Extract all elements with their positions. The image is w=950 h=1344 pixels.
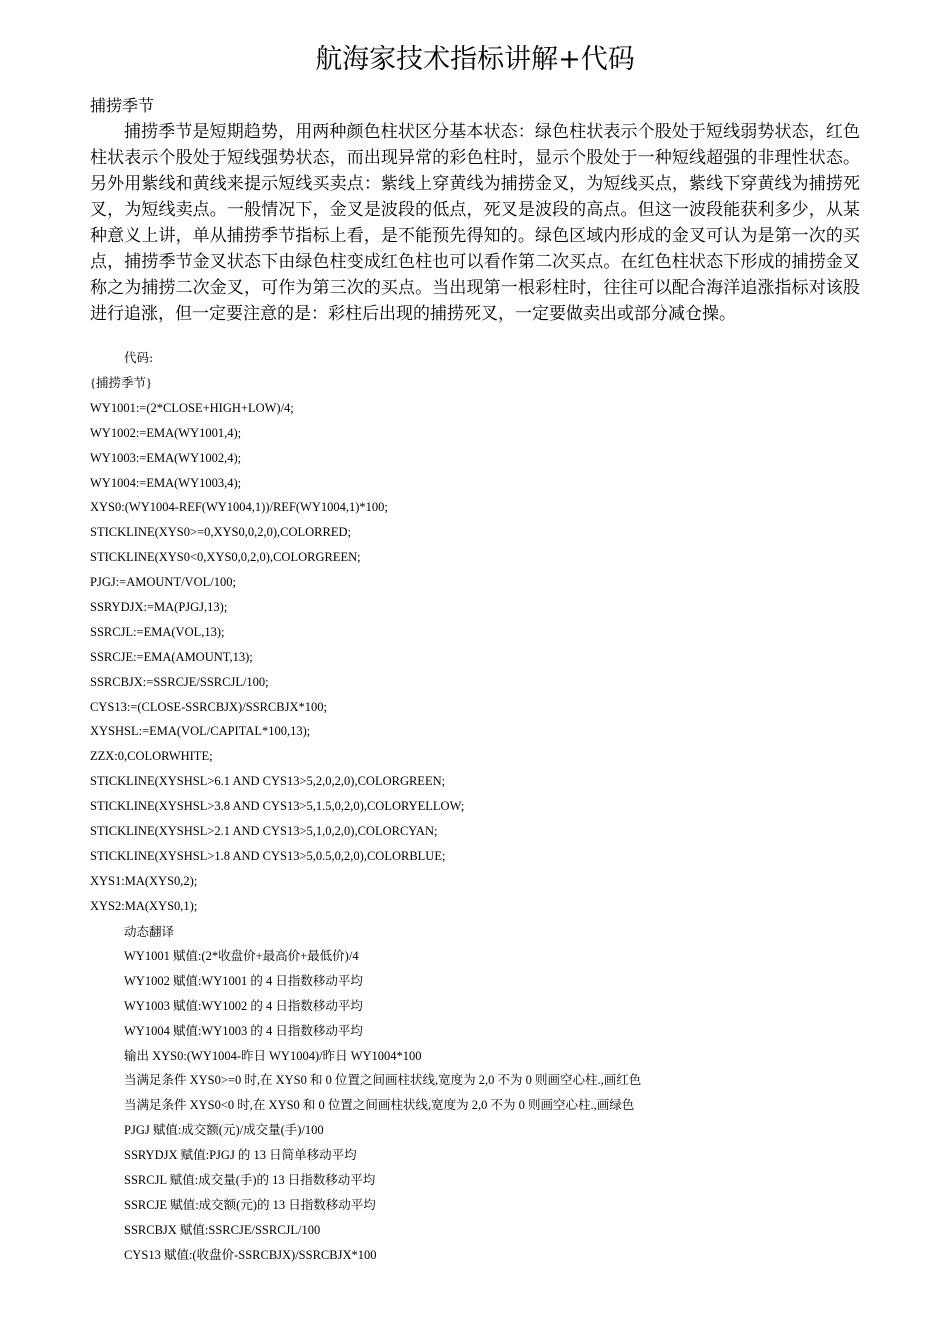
body-paragraph: 捕捞季节是短期趋势，用两种颜色柱状区分基本状态：绿色柱状表示个股处于短线弱势状态，红色柱状表示个股处于短线强势状态，而出现异常的彩色柱时，显示个股处于一种短线超强的非理性状态。另外用紫线和黄线来提示短线买卖点：紫线上穿黄线为捕捞金叉，为短线买点，紫线下穿黄线为捕捞死叉，为短线卖点。一般情况下，金叉是波段的低点，死叉是波段的高点。但这一波段能获利多少，从某种意义上讲，单从捕捞季节指标上看，是不能预先得知的。绿色区域内形成的金叉可认为是第一次的买点，捕捞季节金叉状态下由绿色柱变成红色柱也可以看作第二次买点。在红色柱状态下形成的捕捞金叉称之为捕捞二次金叉，可作为第三次的买点。当出现第一根彩柱时，往往可以配合海洋追涨指标对该股进行追涨，但一定要注意的是：彩柱后出现的捕捞死叉，一定要做卖出或部分减仓操。 bbox=[90, 122, 860, 324]
code-line: {捕捞季节} bbox=[90, 376, 152, 390]
translation-line: 当满足条件 XYS0>=0 时,在 XYS0 和 0 位置之间画柱状线,宽度为 2,0 不为 0 则画空心柱.,画红色 bbox=[124, 1073, 642, 1088]
code-line: WY1002:=EMA(WY1001,4); bbox=[90, 425, 242, 440]
translation-line: SSRCBJX 赋值:SSRCJE/SSRCJL/100 bbox=[124, 1222, 321, 1237]
code-line: XYS2:MA(XYS0,1); bbox=[90, 898, 198, 913]
code-line: XYS1:MA(XYS0,2); bbox=[90, 873, 198, 888]
translation-line: SSRCJE 赋值:成交额(元)的 13 日指数移动平均 bbox=[124, 1197, 376, 1212]
code-line: PJGJ:=AMOUNT/VOL/100; bbox=[90, 575, 236, 590]
translation-line: WY1002 赋值:WY1001 的 4 日指数移动平均 bbox=[124, 973, 363, 988]
code-line: XYSHSL:=EMA(VOL/CAPITAL*100,13); bbox=[90, 724, 311, 739]
code-line: STICKLINE(XYS0>=0,XYS0,0,2,0),COLORRED; bbox=[90, 525, 351, 540]
translation-line: 输出 XYS0:(WY1004-昨日 WY1004)/昨日 WY1004*100 bbox=[124, 1048, 422, 1063]
document-title: 航海家技术指标讲解+代码 bbox=[315, 44, 635, 75]
code-line: SSRCJL:=EMA(VOL,13); bbox=[90, 624, 225, 639]
translation-line: 当满足条件 XYS0<0 时,在 XYS0 和 0 位置之间画柱状线,宽度为 2,0 不为 0 则画空心柱.,画绿色 bbox=[124, 1098, 635, 1113]
code-line: STICKLINE(XYSHSL>3.8 AND CYS13>5,1.5,0,2,0),COLORYELLOW; bbox=[90, 799, 465, 814]
code-line: WY1001:=(2*CLOSE+HIGH+LOW)/4; bbox=[90, 400, 294, 415]
translation-line: SSRYDJX 赋值:PJGJ 的 13 日简单移动平均 bbox=[124, 1148, 357, 1163]
section-heading: 捕捞季节 bbox=[90, 96, 155, 115]
translation-line: CYS13 赋值:(收盘价-SSRCBJX)/SSRCBJX*100 bbox=[124, 1247, 377, 1262]
code-line: STICKLINE(XYSHSL>1.8 AND CYS13>5,0.5,0,2,0),COLORBLUE; bbox=[90, 848, 446, 863]
translation-label: 动态翻译 bbox=[124, 924, 175, 939]
translation-line: SSRCJL 赋值:成交量(手)的 13 日指数移动平均 bbox=[124, 1173, 376, 1188]
translation-line: WY1004 赋值:WY1003 的 4 日指数移动平均 bbox=[124, 1023, 363, 1038]
code-line: XYS0:(WY1004-REF(WY1004,1))/REF(WY1004,1)*100; bbox=[90, 500, 388, 515]
code-line: ZZX:0,COLORWHITE; bbox=[90, 749, 213, 764]
code-line: STICKLINE(XYS0<0,XYS0,0,2,0),COLORGREEN; bbox=[90, 550, 361, 565]
translation-block bbox=[124, 946, 904, 1270]
code-block bbox=[90, 373, 890, 921]
code-line: WY1003:=EMA(WY1002,4); bbox=[90, 450, 242, 465]
code-line: SSRCBJX:=SSRCJE/SSRCJL/100; bbox=[90, 674, 269, 689]
code-line: STICKLINE(XYSHSL>2.1 AND CYS13>5,1,0,2,0),COLORCYAN; bbox=[90, 824, 438, 839]
code-label: 代码: bbox=[124, 350, 154, 365]
translation-line: WY1003 赋值:WY1002 的 4 日指数移动平均 bbox=[124, 998, 363, 1013]
code-line: SSRCJE:=EMA(AMOUNT,13); bbox=[90, 649, 253, 664]
translation-line: PJGJ 赋值:成交额(元)/成交量(手)/100 bbox=[124, 1123, 324, 1138]
code-line: STICKLINE(XYSHSL>6.1 AND CYS13>5,2,0,2,0),COLORGREEN; bbox=[90, 774, 446, 789]
code-line: WY1004:=EMA(WY1003,4); bbox=[90, 475, 242, 490]
translation-line: WY1001 赋值:(2*收盘价+最高价+最低价)/4 bbox=[124, 949, 359, 963]
code-line: CYS13:=(CLOSE-SSRCBJX)/SSRCBJX*100; bbox=[90, 699, 327, 714]
code-line: SSRYDJX:=MA(PJGJ,13); bbox=[90, 600, 228, 615]
